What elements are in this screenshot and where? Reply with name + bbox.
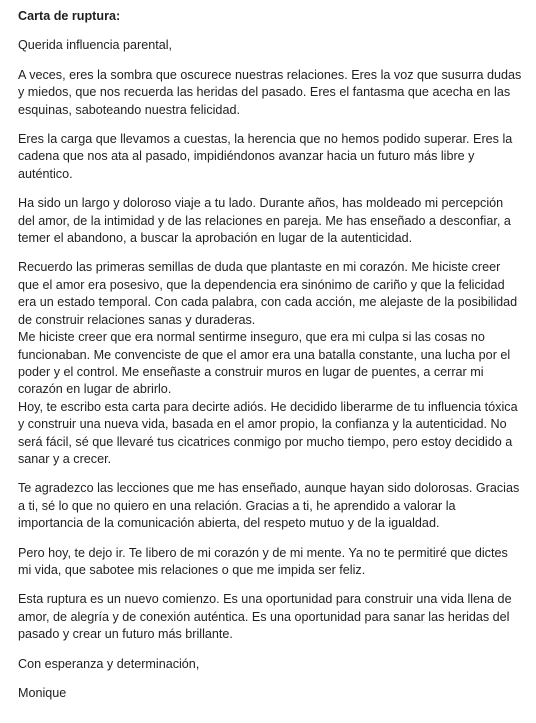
letter-title: Carta de ruptura: <box>18 9 121 23</box>
letter-closing: Con esperanza y determinación, <box>18 656 200 671</box>
letter-paragraph-1: A veces, eres la sombra que oscurece nuestras relaciones. Eres la voz que susurra dudas y miedos, que nos recuerda las heridas del pasado. Eres el fantasma que acecha en las esquinas, saboteando nuestra felicidad. <box>18 67 522 117</box>
letter-signature: Monique <box>18 686 67 700</box>
letter-paragraph-9: Esta ruptura es un nuevo comienzo. Es una oportunidad para construir una vida llena de amor, de alegría y de conexión auténtica. Es una oportunidad para sanar las heridas del pasado y crear un futuro más brillante. <box>18 592 512 642</box>
letter-paragraph-5: Me hiciste creer que era normal sentirme inseguro, que era mi culpa si las cosas no funcionaban. Me convenciste de que el amor era una batalla constante, una lucha por el poder y el control. Me enseñaste a construir muros en lugar de puentes, a cerrar mi corazón en lugar de abrirlo. <box>18 330 511 397</box>
letter-paragraph-7: Te agradezco las lecciones que me has enseñado, aunque hayan sido dolorosas. Gracias a ti, sé lo que no quiero en una relación. Gracias a ti, he aprendido a valorar la importancia de la comunicación abierta, del respeto mutuo y de la igualdad. <box>18 481 520 531</box>
letter-paragraph-4: Recuerdo las primeras semillas de duda que plantaste en mi corazón. Me hiciste creer que el amor era posesivo, que la dependencia era sinónimo de cariño y que la felicidad era un estado temporal. Con cada palabra, con cada acción, me alejaste de la posibilidad de construir relaciones sanas y duraderas. <box>18 260 518 327</box>
letter-paragraph-3: Ha sido un largo y doloroso viaje a tu lado. Durante años, has moldeado mi percepción del amor, de la intimidad y de las relaciones en pareja. Me has enseñado a desconfiar, a temer el abandono, a buscar la aprobación en lugar de la autenticidad. <box>18 196 511 246</box>
letter-salutation: Querida influencia parental, <box>18 38 173 53</box>
letter-paragraph-6: Hoy, te escribo esta carta para decirte adiós. He decidido liberarme de tu influencia tóxica y construir una nueva vida, basada en el amor propio, la confianza y la autenticidad. No será fácil, sé que llevaré tus cicatrices conmigo por mucho tiempo, pero estoy decidido a sanar y a crecer. <box>18 399 518 466</box>
letter-paragraph-2: Eres la carga que llevamos a cuestas, la herencia que no hemos podido superar. Eres la cadena que nos ata al pasado, impidiéndonos avanzar hacia un futuro más libre y auténtico. <box>18 132 513 181</box>
letter-paragraph-8: Pero hoy, te dejo ir. Te libero de mi corazón y de mi mente. Ya no te permitiré que dictes mi vida, que sabotee mis relaciones o que me impida ser feliz. <box>18 545 508 577</box>
